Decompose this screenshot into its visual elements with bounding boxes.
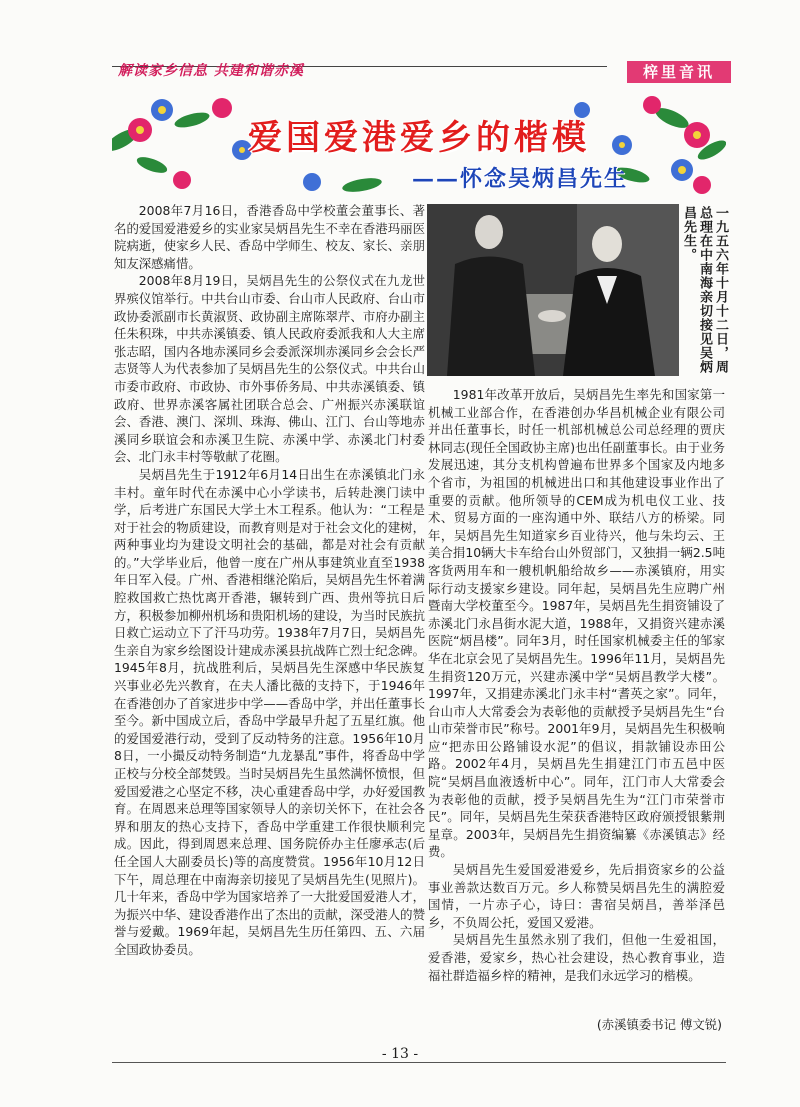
section-tag: 梓里音讯 <box>627 61 731 83</box>
author-signoff: (赤溪镇委书记 傅文锐) <box>596 1017 722 1032</box>
page-number: - 13 - <box>381 1046 419 1062</box>
paragraph: 吴炳昌先生爱国爱港爱乡，先后捐资家乡的公益事业善款达数百万元。乡人称赞吴炳昌先生的满腔爱国情，一片赤子心，诗曰：書宿吴炳昌，善举泽邑乡，不负周公托，爱国又爱港。 <box>428 862 725 930</box>
article-subtitle: ——怀念吴炳昌先生 <box>412 166 629 192</box>
paragraph: 吴炳昌先生于1912年6月14日出生在赤溪镇北门永丰村。童年时代在赤溪中心小学读书，后转赴澳门读中学，后考进广东国民大学土木工程系。他认为：“工程是对于社会的物质建设，而教育则是对于社会文化的建树，两种事业均为建设文明社会的基础，都是对社会有贡献的。”大学毕业后，他曾一度在广州从事建筑业直至1938年日军入侵。广州、香港相继沦陷后，吴炳昌先生怀着满腔救国救亡热忱离开香港，辗转到广西、贵州等抗日后方，积极参加柳州机场和贵阳机场的建设，为当时民族抗日救亡运动立下了汗马功劳。1938年7月7日，吴炳昌先生亲自为家乡绘图设计建成赤溪县抗战阵亡烈士纪念碑。1945年8月，抗战胜利后，吴炳昌先生深感中华民族复兴事业必先兴教育，在夫人潘比薇的支持下，于1946年在香港创办了首家进步中学——香岛中学，并出任董事长至今。新中国成立后，香岛中学最早升起了五星红旗。他的爱国爱港行动，受到了反动特务的注意。1956年10月8日，一小撮反动特务制造“九龙暴乱”事件，将香岛中学正校与分校全部焚毁。当时吴炳昌先生虽然满怀愤恨，但爱国爱港之心坚定不移，决心重建香岛中学，办好爱国教育。在周恩来总理等国家领导人的亲切关怀下，在社会各界和朋友的热心支持下，香岛中学重建工作很快顺利完成。因此，得到周恩来总理、国务院侨办主任廖承志(后任全国人大副委员长)等的高度赞赏。1956年10月12日下午，周总理在中南海亲切接见了吴炳昌先生(见照片)。几十年来，香岛中学为国家培养了一大批爱国爱港人才，为振兴中华、建设香港作出了杰出的贡献，深受港人的赞誉与爱戴。1969年起，吴炳昌先生历任第四、五、六届全国政协委员。 <box>114 466 425 957</box>
paragraph: 2008年8月19日，吴炳昌先生的公祭仪式在九龙世界殡仪馆举行。中共台山市委、台山市人民政府、台山市政协委派副市长黄淑贤、政协副主席陈翠芹、市府办副主任朱积珠，中共赤溪镇委、镇人民政府委派我和人大主席张志昭，国内各地赤溪同乡会委派深圳赤溪同乡会会长严志贤等人为代表参加了吴炳昌先生的公祭仪式。中共台山市委市政府、市政协、市外事侨务局、中共赤溪镇委、镇政府、世界赤溪客属社团联合总会、广州振兴赤溪联谊会、香港、澳门、深圳、珠海、佛山、江门、台山等地赤溪同乡联谊会和赤溪卫生院、赤溪中学、赤溪北门村委会、北门永丰村等敬献了花圈。 <box>114 273 425 465</box>
photo-caption: 一九五六年十月十二日，周总理在中南海亲切接见吴炳昌先生。 <box>681 206 728 374</box>
header-slogan: 解读家乡信息 共建和谐赤溪 <box>118 63 304 79</box>
left-column <box>114 202 425 959</box>
article-title: 爱国爱港爱乡的楷模 <box>248 118 590 158</box>
photo <box>427 204 679 376</box>
paragraph: 吴炳昌先生虽然永别了我们，但他一生爱祖国，爱香港，爱家乡，热心社会建设，热心教育事业，造福社群造福乡梓的精神，是我们永远学习的楷模。 <box>428 932 725 983</box>
footer-rule <box>112 1062 726 1063</box>
right-column <box>428 386 725 984</box>
photo-illustration <box>427 204 679 376</box>
paragraph: 1981年改革开放后，吴炳昌先生率先和国家第一机械工业部合作，在香港创办华昌机械企业有限公司并出任董事长，时任一机部机械总公司总经理的贾庆林同志(现任全国政协主席)也出任副董事长。由于业务发展迅速，其分支机构曾遍布世界多个国家及内地多个省市，为祖国的机械进出口和其他建设事业作出了重要的贡献。他所领导的CEM成为机电仪工业、技术、贸易方面的一座沟通中外、联结八方的桥梁。同年，吴炳昌先生知道家乡百业待兴，他与朱均云、王美合捐10辆大卡车给台山外贸部门，又独捐一辆2.5吨客货两用车和一艘机帆船给故乡——赤溪镇府，用实际行动支援家乡建设。同年起，吴炳昌先生应聘广州暨南大学校董至今。1987年，吴炳昌先生捐资铺设了赤溪北门永昌街水泥大道，1988年，又捐资兴建赤溪医院“炳昌楼”。同年3月，时任国家机械委主任的邹家华在北京会见了吴炳昌先生。1996年11月，吴炳昌先生捐资120万元，兴建赤溪中学“吴炳昌教学大楼”。1997年，又捐建赤溪北门永丰村“耆英之家”。同年，台山市人大常委会为表彰他的贡献授予吴炳昌先生“台山市荣誉市民”称号。2001年9月，吴炳昌先生积极响应“把赤田公路铺设水泥”的倡议，捐款铺设赤田公路。2002年4月，吴炳昌先生捐建江门市五邑中医院“吴炳昌血液透析中心”。同年，江门市人大常委会为表彰他的贡献，授予吴炳昌先生为“江门市荣誉市民”。同年，吴炳昌先生荣获香港特区政府颁授银紫荆星章。2003年，吴炳昌先生捐资编纂《赤溪镇志》经费。 <box>428 387 725 860</box>
title-banner <box>112 90 726 200</box>
paragraph: 2008年7月16日，香港香岛中学校董会董事长、著名的爱国爱港爱乡的实业家吴炳昌先生不幸在香港玛丽医院病逝，使家乡人民、香岛中学师生、校友、家长、亲朋知友深感痛惜。 <box>114 203 425 271</box>
